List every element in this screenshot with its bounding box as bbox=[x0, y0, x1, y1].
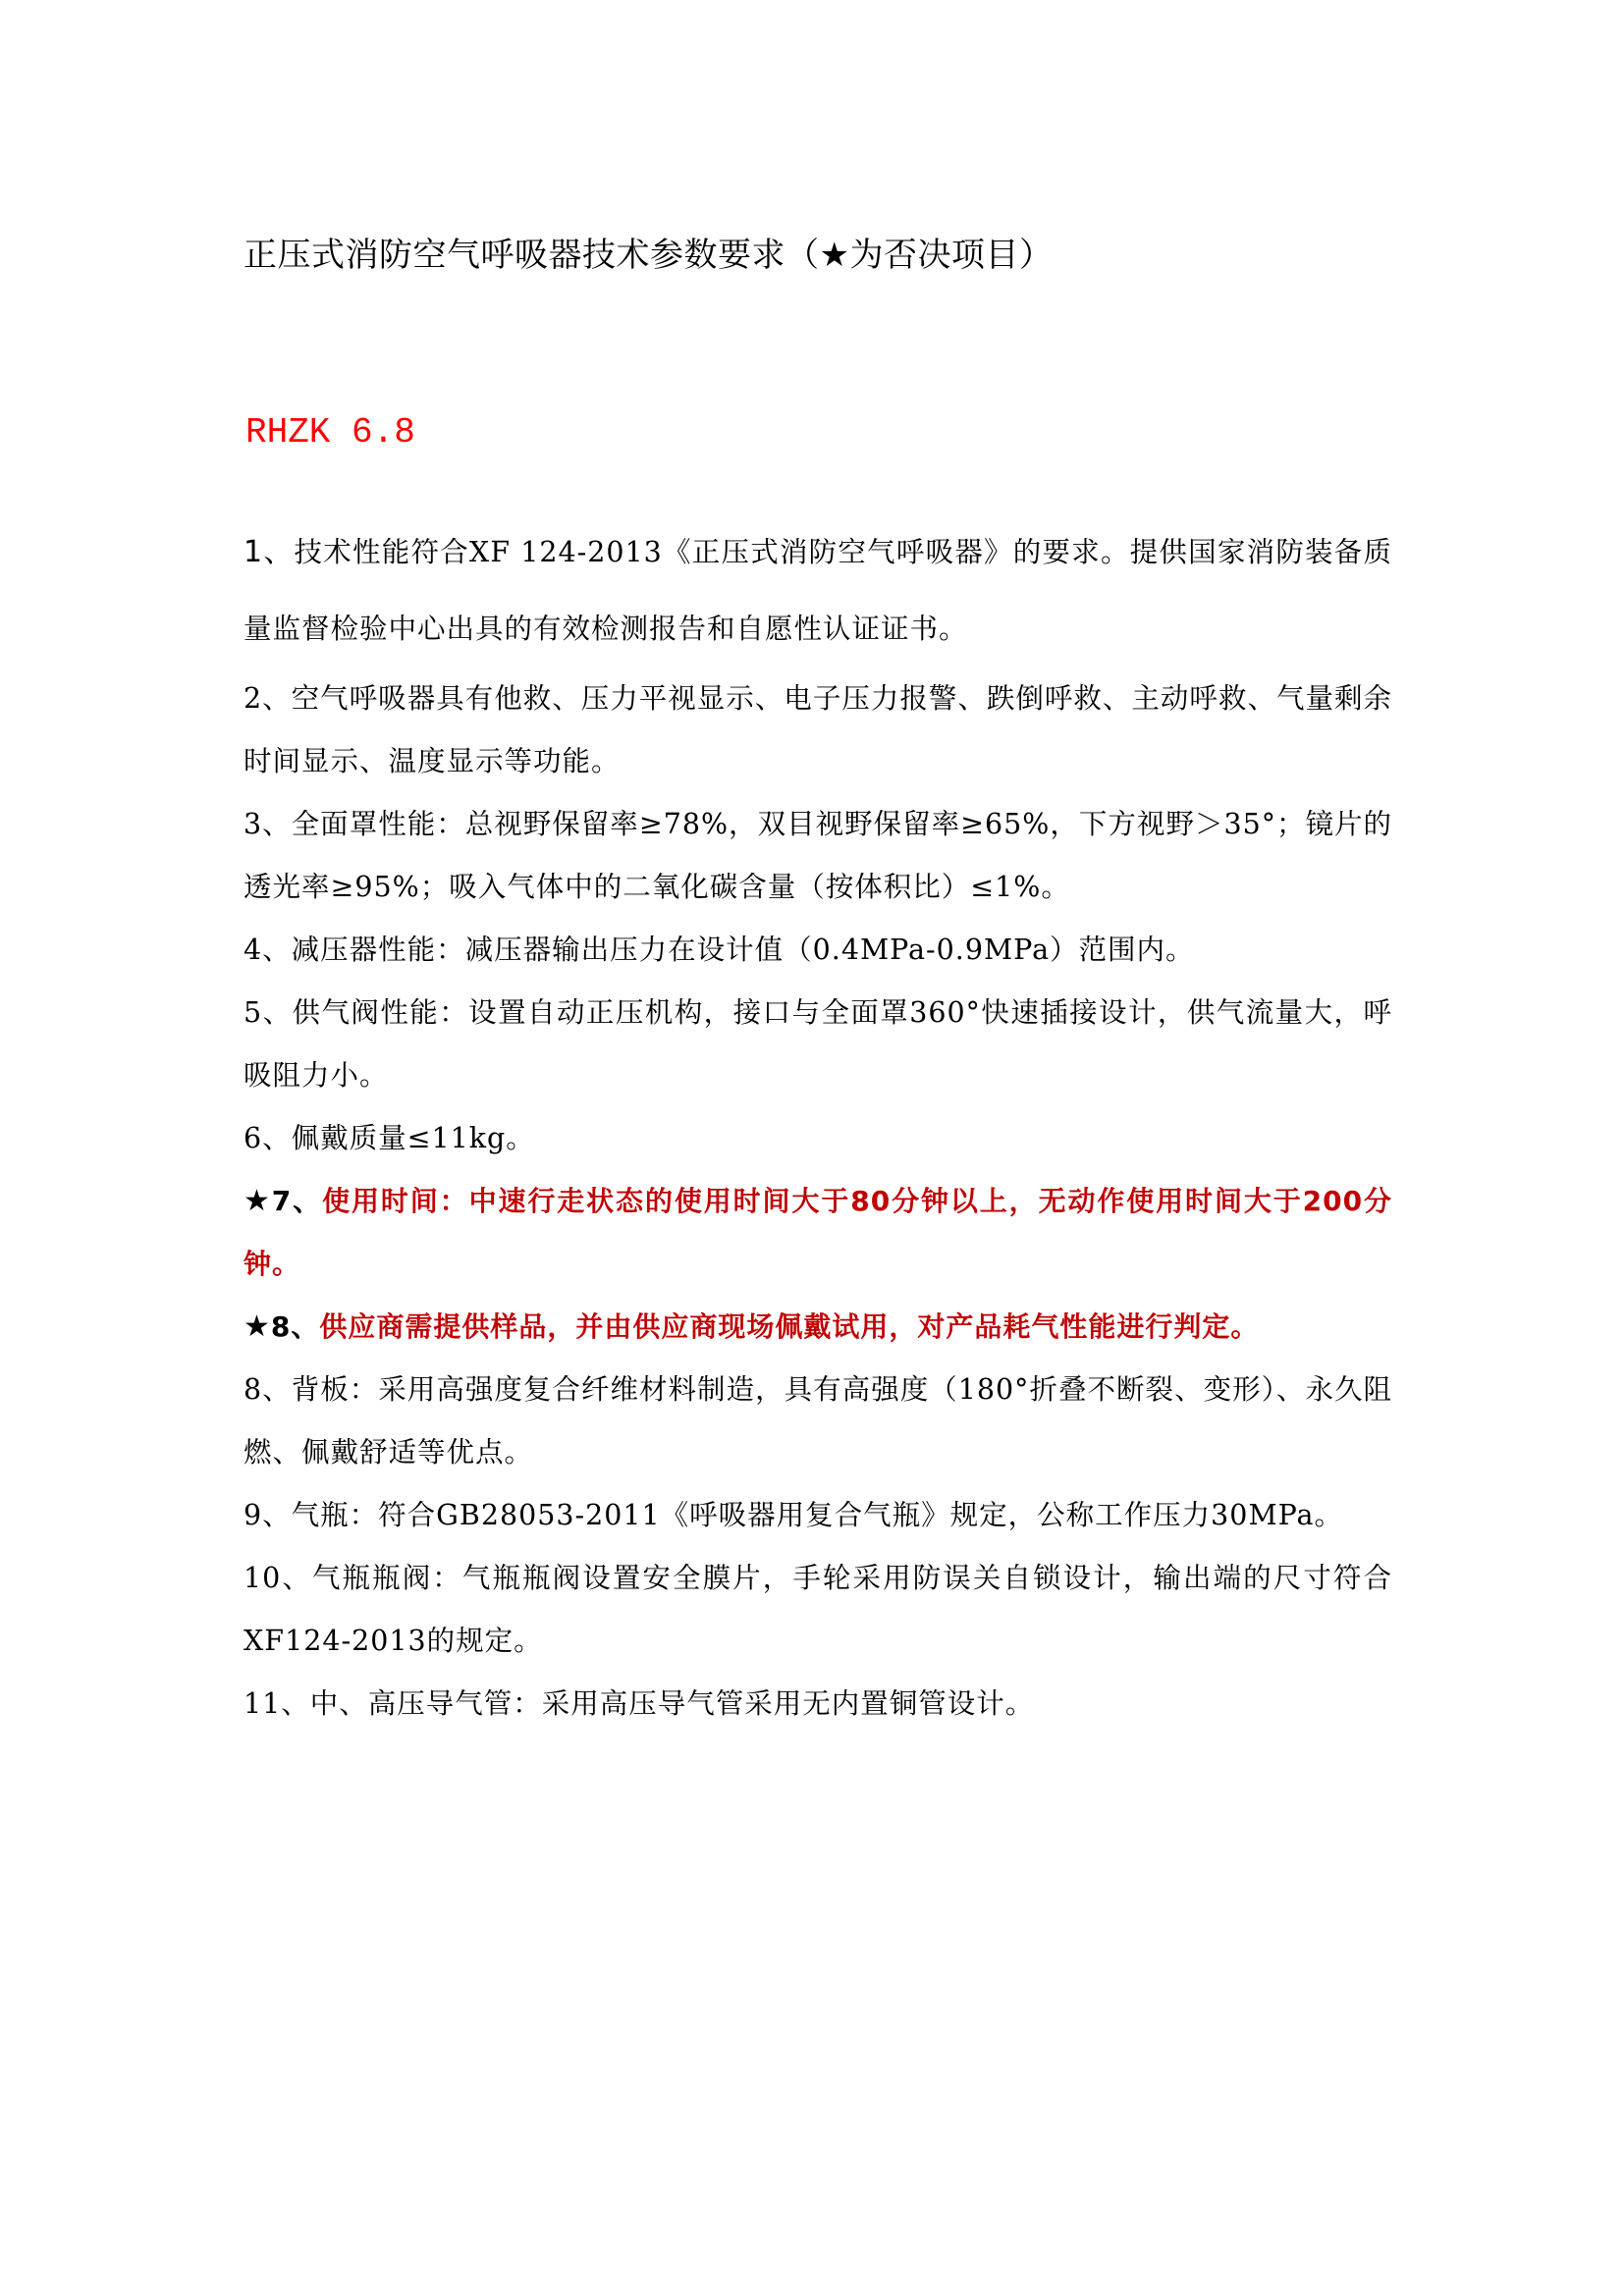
requirement-item-2 bbox=[244, 667, 1392, 793]
item-number: 1、 bbox=[244, 535, 295, 569]
requirement-item-6 bbox=[244, 1107, 1392, 1170]
item-text: 空气呼吸器具有他救、压力平视显示、电子压力报警、跌倒呼救、主动呼救、气量剩余时间显示、温度显示等功能。 bbox=[244, 682, 1392, 777]
requirement-item-11 bbox=[244, 1673, 1392, 1735]
document-title: 正压式消防空气呼吸器技术参数要求（★为否决项目） bbox=[244, 236, 1054, 275]
item-number: 8、 bbox=[270, 1310, 320, 1343]
item-number: 6、 bbox=[244, 1122, 292, 1154]
item-number: 2、 bbox=[244, 682, 292, 715]
star-icon: ★ bbox=[244, 1184, 272, 1218]
requirement-item-1 bbox=[244, 514, 1392, 667]
item-number: 10、 bbox=[244, 1562, 312, 1594]
item-number: 3、 bbox=[244, 808, 292, 840]
item-number: 7、 bbox=[271, 1185, 323, 1217]
requirement-item-4 bbox=[244, 919, 1392, 982]
item-text: 气瓶：符合GB28053-2011《呼吸器用复合气瓶》规定，公称工作压力30MPa。 bbox=[291, 1499, 1344, 1531]
item-text: 佩戴质量≤11kg。 bbox=[291, 1122, 535, 1154]
requirements-list bbox=[244, 514, 1392, 1735]
star-icon: ★ bbox=[244, 1309, 271, 1344]
item-text: 全面罩性能：总视野保留率≥78%，双目视野保留率≥65%，下方视野＞35°；镜片的透光率≥95%；吸入气体中的二氧化碳含量（按体积比）≤1%。 bbox=[244, 808, 1393, 903]
item-number: 11、 bbox=[244, 1687, 310, 1720]
item-text: 供应商需提供样品，并由供应商现场佩戴试用，对产品耗气性能进行判定。 bbox=[319, 1310, 1260, 1343]
requirement-item-10 bbox=[244, 1547, 1392, 1673]
item-text: 气瓶瓶阀：气瓶瓶阀设置安全膜片，手轮采用防误关自锁设计，输出端的尺寸符合XF124-2013的规定。 bbox=[244, 1562, 1393, 1657]
requirement-item-backplate bbox=[244, 1359, 1392, 1484]
item-text: 减压器性能：减压器输出压力在设计值（0.4MPa-0.9MPa）范围内。 bbox=[291, 934, 1195, 966]
item-text: 背板：采用高强度复合纤维材料制造，具有高强度（180°折叠不断裂、变形）、永久阻燃、佩戴舒适等优点。 bbox=[244, 1373, 1392, 1468]
item-number: 8、 bbox=[244, 1373, 292, 1406]
requirement-item-3 bbox=[244, 793, 1392, 919]
item-number: 9、 bbox=[244, 1499, 292, 1531]
veto-item-7 bbox=[244, 1170, 1392, 1296]
item-text: 使用时间：中速行走状态的使用时间大于80分钟以上，无动作使用时间大于200分钟。 bbox=[244, 1185, 1392, 1280]
item-text: 供气阀性能：设置自动正压机构，接口与全面罩360°快速插接设计，供气流量大，呼吸阻力小。 bbox=[244, 996, 1392, 1092]
item-text: 中、高压导气管：采用高压导气管采用无内置铜管设计。 bbox=[309, 1687, 1035, 1720]
item-number: 5、 bbox=[244, 996, 293, 1029]
requirement-item-9 bbox=[244, 1484, 1392, 1547]
model-heading: RHZK 6.8 bbox=[245, 412, 415, 453]
veto-item-8 bbox=[244, 1296, 1392, 1359]
item-text: 技术性能符合XF 124-2013《正压式消防空气呼吸器》的要求。提供国家消防装备质量监督检验中心出具的有效检测报告和自愿性认证证书。 bbox=[244, 536, 1392, 645]
requirement-item-5 bbox=[244, 982, 1392, 1107]
item-number: 4、 bbox=[244, 934, 292, 966]
